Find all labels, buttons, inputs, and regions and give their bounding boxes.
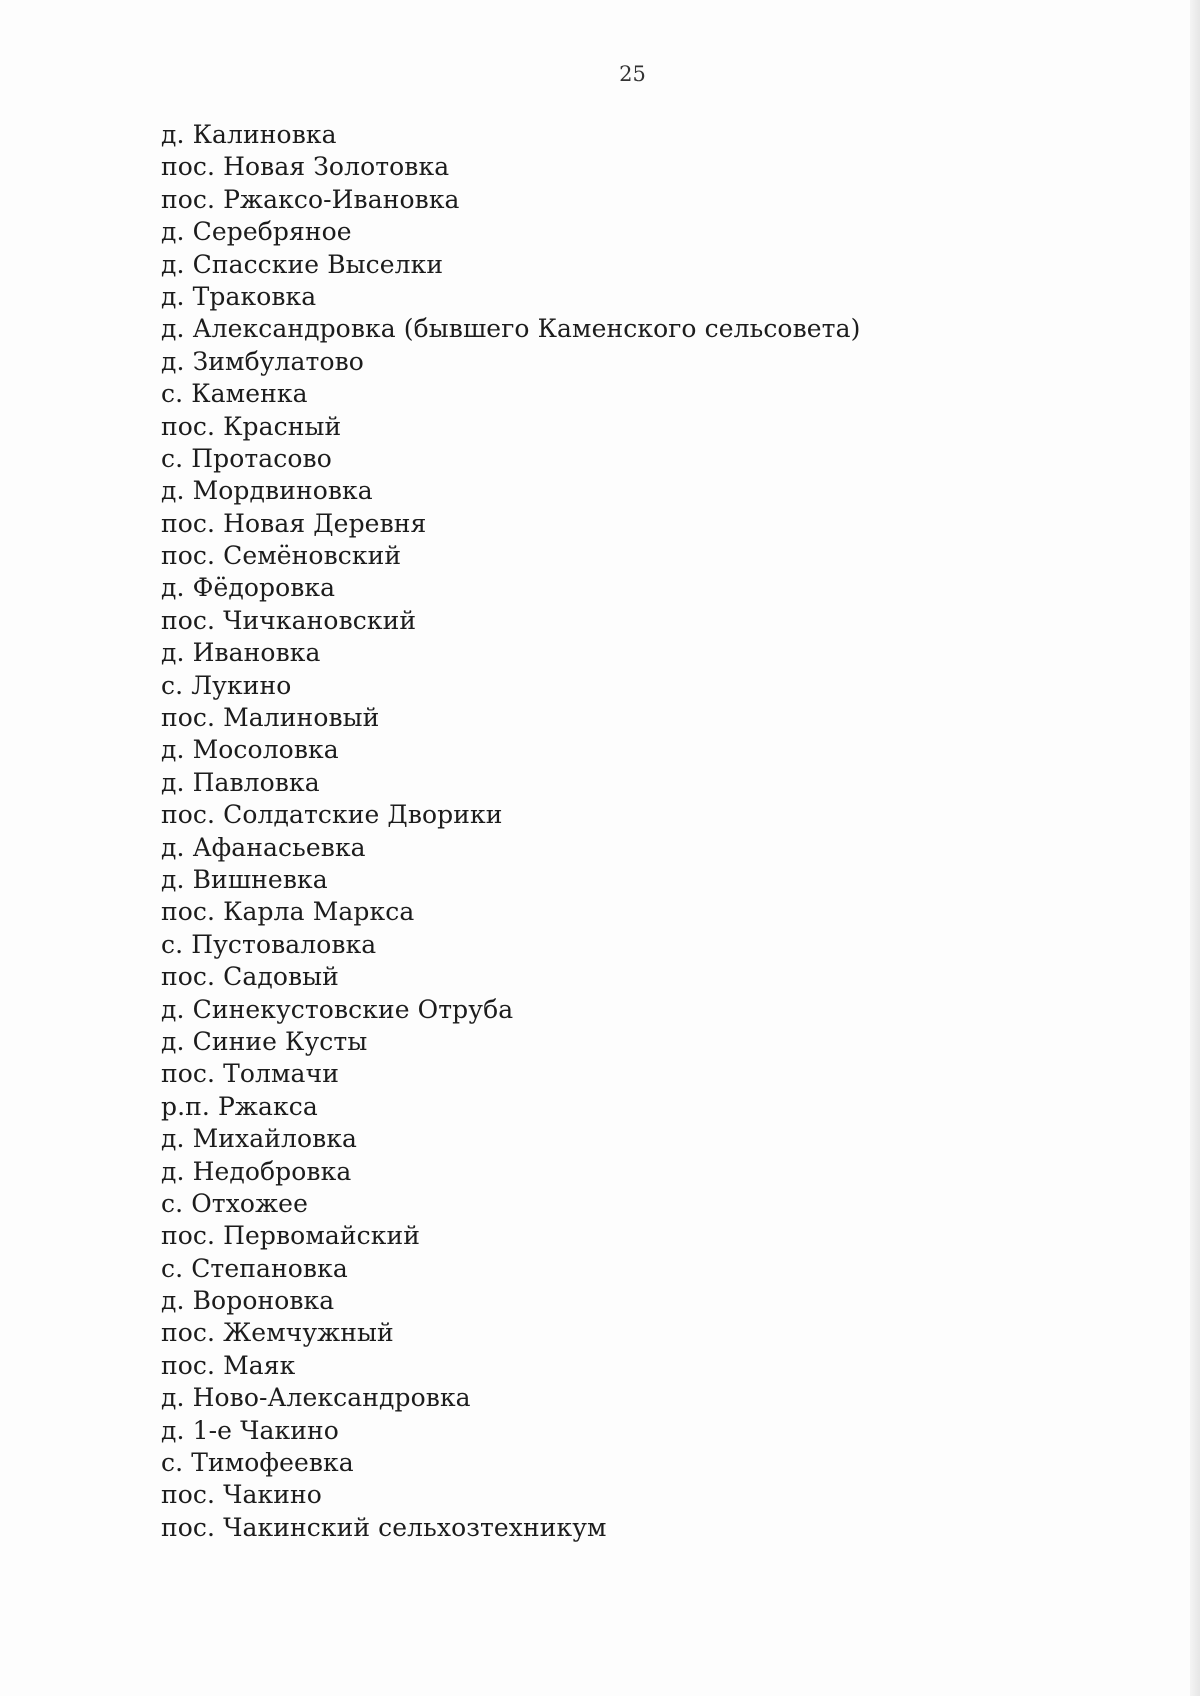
place-list-item: д. Александровка (бывшего Каменского сельсовета) <box>161 314 861 344</box>
place-list-item: пос. Маяк <box>161 1350 296 1380</box>
place-list-item: пос. Семёновский <box>161 541 402 571</box>
place-list-item: пос. Красный <box>161 411 342 441</box>
place-list-item: д. Мосоловка <box>161 735 339 765</box>
place-list-item: с. Степановка <box>161 1253 348 1283</box>
place-list-item: д. Синие Кусты <box>161 1026 368 1056</box>
place-list-item: д. Вороновка <box>161 1286 335 1316</box>
place-list-item: с. Отхожее <box>161 1188 308 1218</box>
place-list-item: д. Недобровка <box>161 1156 352 1186</box>
place-list-item: пос. Первомайский <box>161 1221 420 1251</box>
place-list-item: д. Ивановка <box>161 638 321 668</box>
page-edge-shadow <box>1190 0 1200 1696</box>
place-list-item: д. Мордвиновка <box>161 476 373 506</box>
place-list-item: д. Афанасьевка <box>161 832 366 862</box>
place-list-item: д. Фёдоровка <box>161 573 336 603</box>
place-list-item: пос. Новая Золотовка <box>161 152 450 182</box>
place-list-item: с. Тимофеевка <box>161 1448 354 1478</box>
place-list-item: пос. Чакино <box>161 1480 322 1510</box>
place-list-item: пос. Садовый <box>161 962 339 992</box>
place-list-item: д. Вишневка <box>161 864 328 894</box>
place-list-item: д. Калиновка <box>161 120 337 149</box>
place-list-item: пос. Толмачи <box>161 1059 339 1089</box>
place-list-item: с. Каменка <box>161 379 308 409</box>
place-list-item: д. Ново-Александровка <box>161 1383 471 1413</box>
place-list-item: д. Зимбулатово <box>161 346 364 376</box>
place-list-item: д. Спасские Выселки <box>161 249 444 279</box>
place-list-item: р.п. Ржакса <box>161 1091 318 1121</box>
place-list-item: пос. Солдатские Дворики <box>161 800 503 830</box>
place-list-item: д. Синекустовские Отруба <box>161 994 514 1024</box>
place-list <box>161 119 860 1544</box>
place-list-item: пос. Жемчужный <box>161 1318 394 1348</box>
place-list-item: с. Протасово <box>161 443 332 473</box>
place-list-item: пос. Малиновый <box>161 703 380 733</box>
place-list-item: д. Михайловка <box>161 1124 358 1154</box>
place-list-item: пос. Ржаксо-Ивановка <box>161 184 460 214</box>
place-list-item: пос. Чичкановский <box>161 605 417 635</box>
page-number: 25 <box>619 62 646 86</box>
place-list-item: с. Пустоваловка <box>161 929 377 959</box>
place-list-item: пос. Новая Деревня <box>161 508 427 538</box>
place-list-item: д. Траковка <box>161 281 317 311</box>
place-list-item: д. Серебряное <box>161 217 352 247</box>
place-list-item: пос. Карла Маркса <box>161 897 415 927</box>
place-list-item: пос. Чакинский сельхозтехникум <box>161 1512 607 1542</box>
place-list-item: д. Павловка <box>161 767 320 797</box>
place-list-item: с. Лукино <box>161 670 292 700</box>
place-list-item: д. 1-е Чакино <box>161 1415 339 1445</box>
